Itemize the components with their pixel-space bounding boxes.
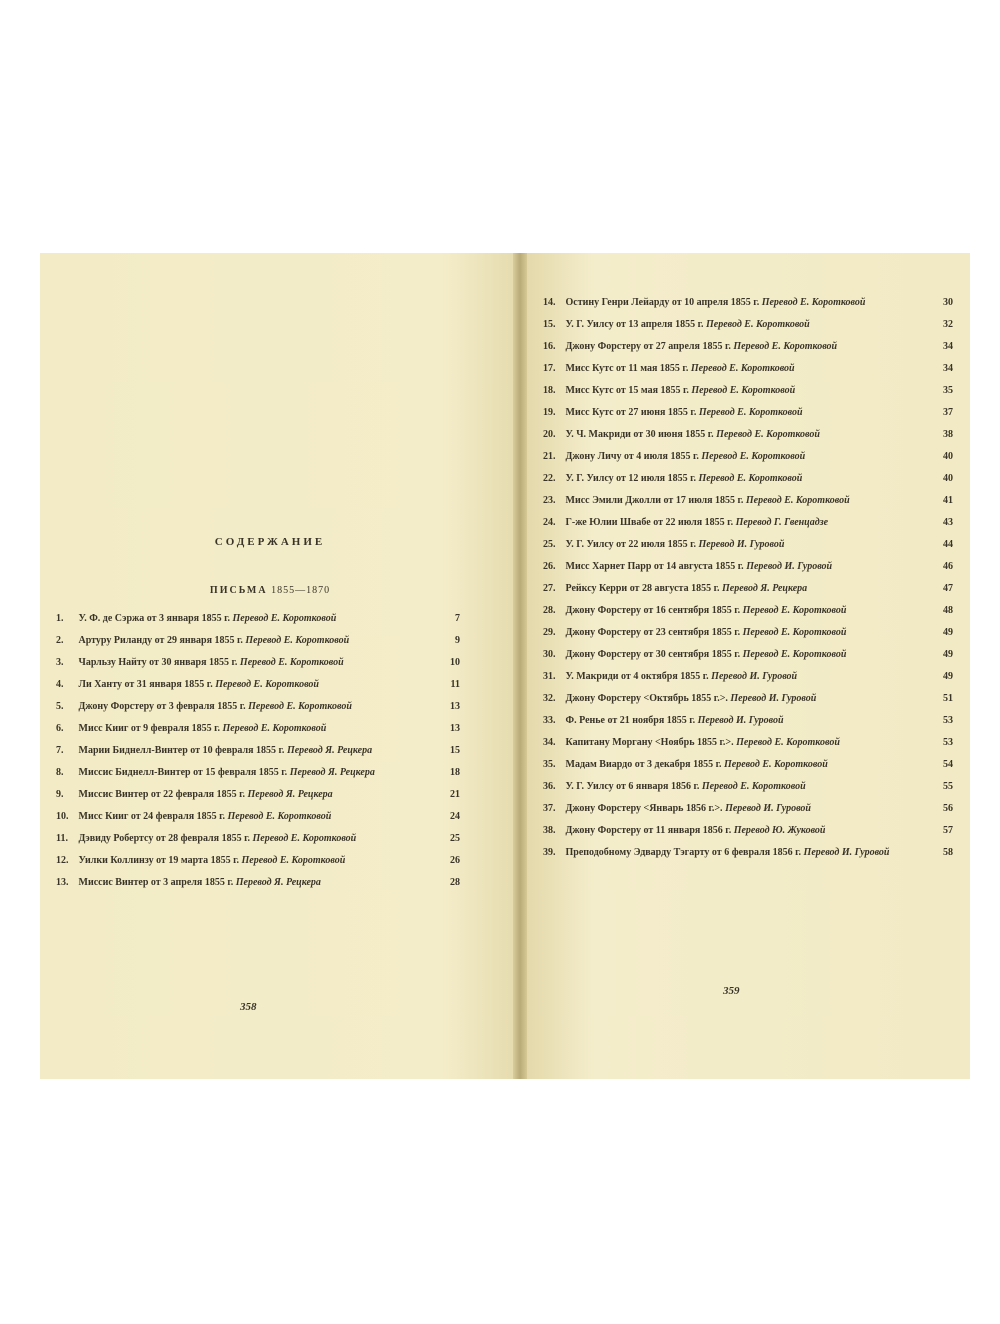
entry-translator: Перевод Е. Коротковой	[742, 649, 847, 660]
entry-number: 34.	[543, 737, 556, 748]
toc-entry	[56, 877, 460, 889]
entry-translator: Перевод Е. Коротковой	[761, 297, 866, 308]
toc-entry	[543, 561, 953, 573]
entry-translator: Перевод Е. Коротковой	[227, 811, 332, 822]
toc-entry	[56, 657, 460, 669]
entry-number: 1.	[56, 613, 64, 624]
toc-entry	[543, 759, 953, 771]
toc-entry	[543, 539, 953, 551]
entry-title: Артуру Риланду от 29 января 1855 г.	[78, 635, 243, 646]
entry-translator: Перевод Е. Коротковой	[239, 657, 344, 668]
entry-number: 7.	[56, 745, 64, 756]
entry-title: Ф. Ренье от 21 ноября 1855 г.	[565, 715, 696, 726]
entry-page-number: 21	[450, 789, 460, 800]
toc-entry	[543, 341, 953, 353]
entry-title: Мисс Кутс от 11 мая 1855 г.	[565, 363, 689, 374]
toc-entry	[543, 715, 953, 727]
entry-number: 31.	[543, 671, 556, 682]
toc-entry	[56, 613, 460, 625]
page-number-left: 358	[240, 1001, 257, 1013]
section-years: 1855—1870	[271, 585, 331, 596]
entry-page-number: 25	[450, 833, 460, 844]
section-heading	[160, 585, 380, 596]
entry-title: У. Ф. де Сэржа от 3 января 1855 г.	[78, 613, 231, 624]
entry-translator: Перевод Е. Коротковой	[724, 759, 828, 770]
entry-number: 19.	[543, 407, 556, 418]
entry-title: Капитану Моргану <Ноябрь 1855 г.>.	[565, 737, 734, 748]
entry-page-number: 9	[455, 635, 460, 646]
entry-number: 13.	[56, 877, 69, 888]
entry-title: У. Г. Уилсу от 12 июля 1855 г.	[565, 473, 697, 484]
entry-translator: Перевод Е. Коротковой	[736, 737, 840, 748]
entry-translator: Перевод И. Гуровой	[698, 539, 785, 550]
entry-number: 18.	[543, 385, 556, 396]
entry-number: 39.	[543, 847, 556, 858]
entry-title: Джону Личу от 4 июля 1855 г.	[565, 451, 699, 462]
toc-entry	[543, 605, 953, 617]
toc-entry	[56, 833, 460, 845]
toc-entry	[543, 517, 953, 529]
entry-page-number: 28	[450, 877, 460, 888]
entry-page-number: 49	[943, 649, 953, 660]
page-number-right: 359	[723, 985, 740, 997]
entry-number: 26.	[543, 561, 556, 572]
toc-entry	[56, 679, 460, 691]
toc-entry	[543, 693, 953, 705]
entry-page-number: 56	[943, 803, 953, 814]
entry-number: 24.	[543, 517, 556, 528]
entry-page-number: 55	[943, 781, 953, 792]
left-page	[40, 253, 513, 1079]
entry-translator: Перевод Е. Коротковой	[745, 495, 850, 506]
entry-number: 38.	[543, 825, 556, 836]
entry-title: Джону Форстеру от 16 сентября 1855 г.	[565, 605, 741, 616]
entry-title: Мисс Кииг от 9 февраля 1855 г.	[78, 723, 221, 734]
entry-page-number: 49	[943, 671, 953, 682]
entry-page-number: 13	[450, 701, 460, 712]
entry-page-number: 34	[943, 341, 953, 352]
entry-translator: Перевод И. Гуровой	[711, 671, 798, 682]
entry-number: 37.	[543, 803, 556, 814]
toc-entry	[56, 855, 460, 867]
entry-translator: Перевод И. Гуровой	[730, 693, 817, 704]
entry-title: Мадам Виардо от 3 декабря 1855 г.	[565, 759, 722, 770]
entry-translator: Перевод Е. Коротковой	[232, 613, 337, 624]
entry-number: 8.	[56, 767, 64, 778]
entry-page-number: 54	[943, 759, 953, 770]
entry-title: Миссис Винтер от 3 апреля 1855 г.	[78, 877, 234, 888]
toc-entry	[543, 297, 953, 309]
toc-entry	[543, 407, 953, 419]
entry-title: Марии Биднелл-Винтер от 10 февраля 1855 г.	[78, 745, 285, 756]
entry-translator: Перевод Е. Коротковой	[701, 451, 806, 462]
entry-page-number: 15	[450, 745, 460, 756]
entry-translator: Перевод Е. Коротковой	[690, 363, 795, 374]
entry-number: 27.	[543, 583, 556, 594]
entry-page-number: 30	[943, 297, 953, 308]
entry-number: 20.	[543, 429, 556, 440]
entry-title: Мисс Кутс от 15 мая 1855 г.	[565, 385, 689, 396]
entry-translator: Перевод Е. Коротковой	[742, 605, 847, 616]
entry-number: 23.	[543, 495, 556, 506]
entry-title: Джону Форстеру от 23 сентября 1855 г.	[565, 627, 741, 638]
entry-translator: Перевод Я. Рецкера	[286, 745, 373, 756]
entry-number: 17.	[543, 363, 556, 374]
entry-title: Остину Генри Лейарду от 10 апреля 1855 г.	[565, 297, 760, 308]
toc-entry	[543, 583, 953, 595]
toc-entry	[543, 781, 953, 793]
entry-translator: Перевод Я. Рецкера	[247, 789, 333, 800]
entry-title: У. Ч. Макриди от 30 июня 1855 г.	[565, 429, 714, 440]
toc-entry	[56, 811, 460, 823]
entry-title: Мисс Харнет Парр от 14 августа 1855 г.	[565, 561, 744, 572]
toc-entry	[543, 803, 953, 815]
entry-number: 9.	[56, 789, 64, 800]
entry-number: 36.	[543, 781, 556, 792]
entry-title: Миссис Винтер от 22 февраля 1855 г.	[78, 789, 246, 800]
entry-title: Уилки Коллинзу от 19 марта 1855 г.	[78, 855, 239, 866]
entry-translator: Перевод Е. Коротковой	[705, 319, 810, 330]
entry-title: Джону Форстеру <Октябрь 1855 г.>.	[565, 693, 728, 704]
entry-page-number: 18	[450, 767, 460, 778]
entry-title: Мисс Кутс от 27 июня 1855 г.	[565, 407, 697, 418]
entry-number: 25.	[543, 539, 556, 550]
entry-translator: Перевод Е. Коротковой	[215, 679, 319, 690]
entry-translator: Перевод Е. Коротковой	[241, 855, 346, 866]
entry-page-number: 53	[943, 737, 953, 748]
toc-entry	[543, 627, 953, 639]
entry-title: У. Г. Уилсу от 22 июля 1855 г.	[565, 539, 697, 550]
toc-entry	[543, 473, 953, 485]
entry-number: 21.	[543, 451, 556, 462]
book-spread	[40, 253, 970, 1079]
page-heading: СОДЕРЖАНИЕ	[214, 536, 326, 548]
toc-entry	[543, 671, 953, 683]
entry-page-number: 13	[450, 723, 460, 734]
entry-translator: Перевод Е. Коротковой	[698, 407, 803, 418]
toc-entry	[56, 635, 460, 647]
entry-title: Джону Форстеру от 3 февраля 1855 г.	[78, 701, 246, 712]
entry-title: Рейксу Керри от 28 августа 1855 г.	[565, 583, 720, 594]
toc-entry	[56, 723, 460, 735]
entry-page-number: 34	[943, 363, 953, 374]
entry-title: У. Макриди от 4 октября 1855 г.	[565, 671, 709, 682]
entry-page-number: 46	[943, 561, 953, 572]
entry-number: 10.	[56, 811, 69, 822]
entry-translator: Перевод Е. Коротковой	[691, 385, 796, 396]
right-page	[527, 253, 970, 1079]
entry-translator: Перевод И. Гуровой	[746, 561, 833, 572]
entry-title: Ли Ханту от 31 января 1855 г.	[78, 679, 213, 690]
entry-translator: Перевод Я. Рецкера	[235, 877, 321, 888]
entry-page-number: 44	[943, 539, 953, 550]
entry-number: 6.	[56, 723, 64, 734]
entry-number: 33.	[543, 715, 556, 726]
entry-number: 12.	[56, 855, 69, 866]
entry-page-number: 53	[943, 715, 953, 726]
entry-translator: Перевод Я. Рецкера	[722, 583, 808, 594]
entry-title: У. Г. Уилсу от 13 апреля 1855 г.	[565, 319, 704, 330]
entry-number: 2.	[56, 635, 64, 646]
entry-title: Мисс Кииг от 24 февраля 1855 г.	[78, 811, 226, 822]
toc-entry	[543, 847, 953, 859]
entry-number: 30.	[543, 649, 556, 660]
entry-page-number: 49	[943, 627, 953, 638]
entry-page-number: 48	[943, 605, 953, 616]
entry-title: Джону Форстеру от 11 января 1856 г.	[565, 825, 732, 836]
entry-page-number: 51	[943, 693, 953, 704]
entry-page-number: 32	[943, 319, 953, 330]
toc-entry	[543, 737, 953, 749]
entry-title: Чарльзу Найту от 30 января 1855 г.	[78, 657, 238, 668]
entry-title: Джону Форстеру от 30 сентября 1855 г.	[565, 649, 741, 660]
entry-title: Дэвиду Робертсу от 28 февраля 1855 г.	[78, 833, 250, 844]
entry-number: 3.	[56, 657, 64, 668]
entry-number: 5.	[56, 701, 64, 712]
toc-entry	[56, 701, 460, 713]
book-gutter	[513, 253, 527, 1079]
entry-number: 4.	[56, 679, 64, 690]
entry-number: 29.	[543, 627, 556, 638]
toc-entry	[56, 745, 460, 757]
toc-list-right	[543, 297, 953, 859]
entry-number: 28.	[543, 605, 556, 616]
entry-number: 16.	[543, 341, 556, 352]
entry-number: 22.	[543, 473, 556, 484]
toc-entry	[543, 825, 953, 837]
entry-page-number: 24	[450, 811, 460, 822]
entry-translator: Перевод И. Гуровой	[803, 847, 890, 858]
entry-translator: Перевод И. Гуровой	[725, 803, 811, 814]
entry-page-number: 57	[943, 825, 953, 836]
toc-entry	[56, 789, 460, 801]
entry-page-number: 7	[455, 613, 460, 624]
entry-page-number: 41	[943, 495, 953, 506]
entry-page-number: 43	[943, 517, 953, 528]
entry-translator: Перевод Г. Гвенцадзе	[735, 517, 829, 528]
toc-entry	[543, 495, 953, 507]
toc-entry	[543, 319, 953, 331]
entry-translator: Перевод Е. Коротковой	[733, 341, 838, 352]
entry-page-number: 35	[943, 385, 953, 396]
entry-page-number: 58	[943, 847, 953, 858]
entry-title: Преподобному Эдварду Тэгарту от 6 февраля 1856 г.	[565, 847, 802, 858]
entry-translator: Перевод Е. Коротковой	[742, 627, 847, 638]
entry-translator: Перевод Е. Коротковой	[252, 833, 357, 844]
toc-entry	[543, 451, 953, 463]
entry-title: Джону Форстеру от 27 апреля 1855 г.	[565, 341, 731, 352]
entry-page-number: 11	[450, 679, 460, 690]
entry-number: 32.	[543, 693, 556, 704]
entry-title: Миссис Биднелл-Винтер от 15 февраля 1855 г.	[78, 767, 288, 778]
entry-translator: Перевод Ю. Жуковой	[733, 825, 826, 836]
entry-translator: Перевод Е. Коротковой	[248, 701, 352, 712]
entry-number: 14.	[543, 297, 556, 308]
entry-page-number: 40	[943, 451, 953, 462]
entry-number: 15.	[543, 319, 556, 330]
entry-title: У. Г. Уилсу от 6 января 1856 г.	[565, 781, 700, 792]
entry-translator: Перевод Е. Коротковой	[701, 781, 806, 792]
entry-title: Мисс Эмили Джолли от 17 июля 1855 г.	[565, 495, 744, 506]
entry-title: Джону Форстеру <Январь 1856 г.>.	[565, 803, 723, 814]
entry-translator: Перевод Е. Коротковой	[698, 473, 803, 484]
entry-translator: Перевод Е. Коротковой	[245, 635, 350, 646]
entry-title: Г-же Юлии Швабе от 22 июля 1855 г.	[565, 517, 734, 528]
entry-page-number: 38	[943, 429, 953, 440]
entry-page-number: 26	[450, 855, 460, 866]
toc-entry	[56, 767, 460, 779]
entry-translator: Перевод Е. Коротковой	[716, 429, 820, 440]
toc-list-left	[56, 613, 460, 889]
entry-number: 35.	[543, 759, 556, 770]
entry-page-number: 47	[943, 583, 953, 594]
section-title: ПИСЬМА	[209, 585, 268, 596]
entry-translator: Перевод И. Гуровой	[697, 715, 784, 726]
entry-page-number: 37	[943, 407, 953, 418]
toc-entry	[543, 385, 953, 397]
entry-page-number: 40	[943, 473, 953, 484]
toc-entry	[543, 649, 953, 661]
entry-translator: Перевод Я. Рецкера	[289, 767, 375, 778]
toc-entry	[543, 363, 953, 375]
entry-translator: Перевод Е. Коротковой	[222, 723, 327, 734]
entry-number: 11.	[56, 833, 68, 844]
toc-entry	[543, 429, 953, 441]
entry-page-number: 10	[450, 657, 460, 668]
